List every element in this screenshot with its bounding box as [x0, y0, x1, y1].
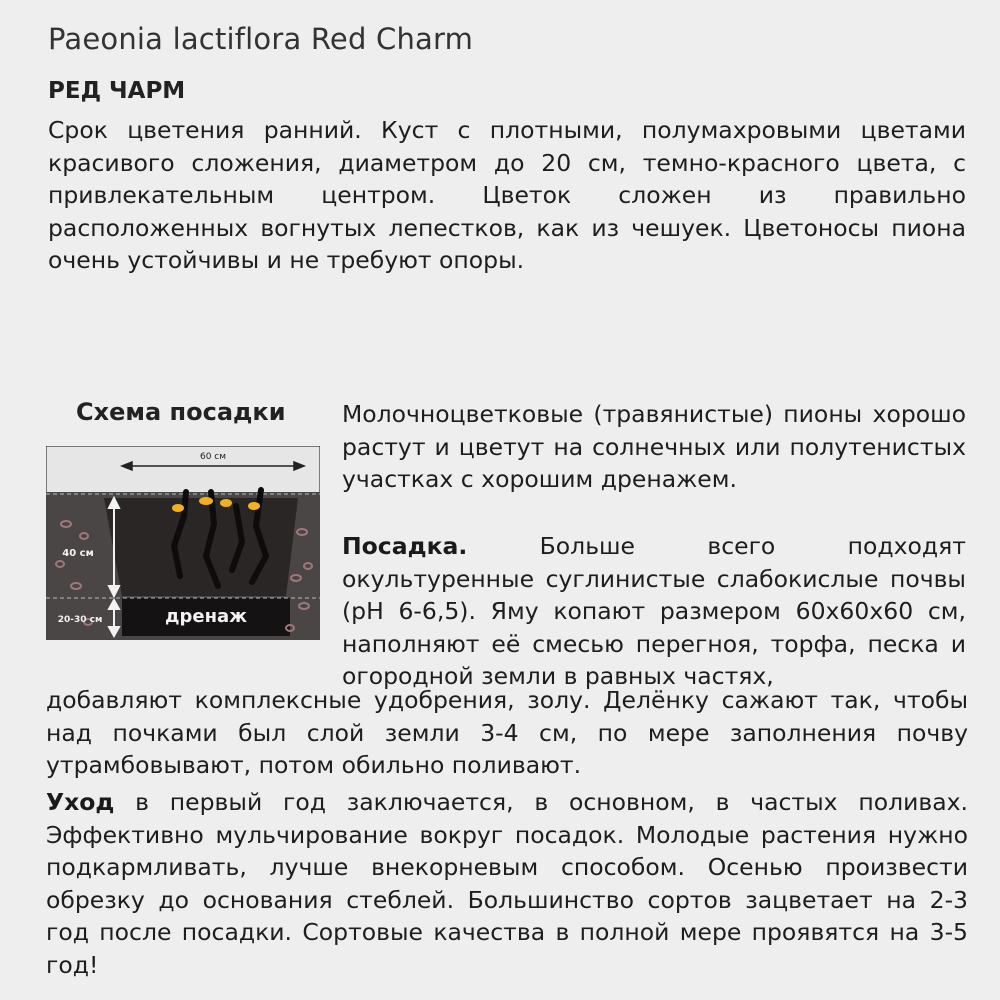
drainage-depth-label: 20-30 см [57, 615, 103, 625]
planting-text-right: Больше всего подходят окультуренные суглинистые слабокислые почвы (pH 6-6,5). Яму копают размером 60х60х60 см, наполняют её смесью перегноя, торфа, песка и огородной земли в равных частях, [342, 532, 966, 690]
growing-text: Молочноцветковые (травянистые) пионы хорошо растут и цветут на солнечных или полутенистых участках с хорошим дренажем. [342, 400, 966, 493]
planting-scheme-svg [46, 446, 320, 640]
russian-name: РЕД ЧАРМ [48, 78, 186, 104]
growing-paragraph [342, 398, 966, 496]
latin-name: Paeonia lactiflora Red Charm [48, 22, 474, 56]
depth-label: 40 см [62, 548, 94, 559]
intro-paragraph: Срок цветения ранний. Куст с плотными, полумахровыми цветами красивого сложения, диаметром до 20 см, темно-красного цвета, с привлекательным центром. Цветок сложен из правильно расположенных вогнутых лепестков, как из чешуек. Цветоносы пиона очень устойчивы и не требуют опоры. [48, 116, 966, 274]
planting-label: Посадка. [342, 532, 468, 560]
drainage-label: дренаж [164, 606, 248, 627]
care-paragraph [46, 786, 968, 981]
planting-paragraph-right [342, 530, 966, 693]
planting-scheme-diagram [46, 446, 320, 640]
width-label: 60 см [199, 452, 227, 462]
planting-paragraph-full: добавляют комплексные удобрения, золу. Делёнку сажают так, чтобы над почками был слой земли 3-4 см, по мере заполнения почву утрамбовывают, потом обильно поливают. [46, 686, 968, 779]
planting-pit [104, 498, 298, 596]
care-label: Уход [46, 788, 115, 816]
care-text: в первый год заключается, в основном, в частых поливах. Эффективно мульчирование вокруг посадок. Молодые растения нужно подкармливать, лучше внекорневым способом. Осенью произвести обрезку до основания стеблей. Большинство сортов зацветает на 2-3 год после посадки. Сортовые качества в полной мере проявятся на 3-5 год! [46, 788, 968, 979]
scheme-title: Схема посадки [76, 398, 286, 426]
